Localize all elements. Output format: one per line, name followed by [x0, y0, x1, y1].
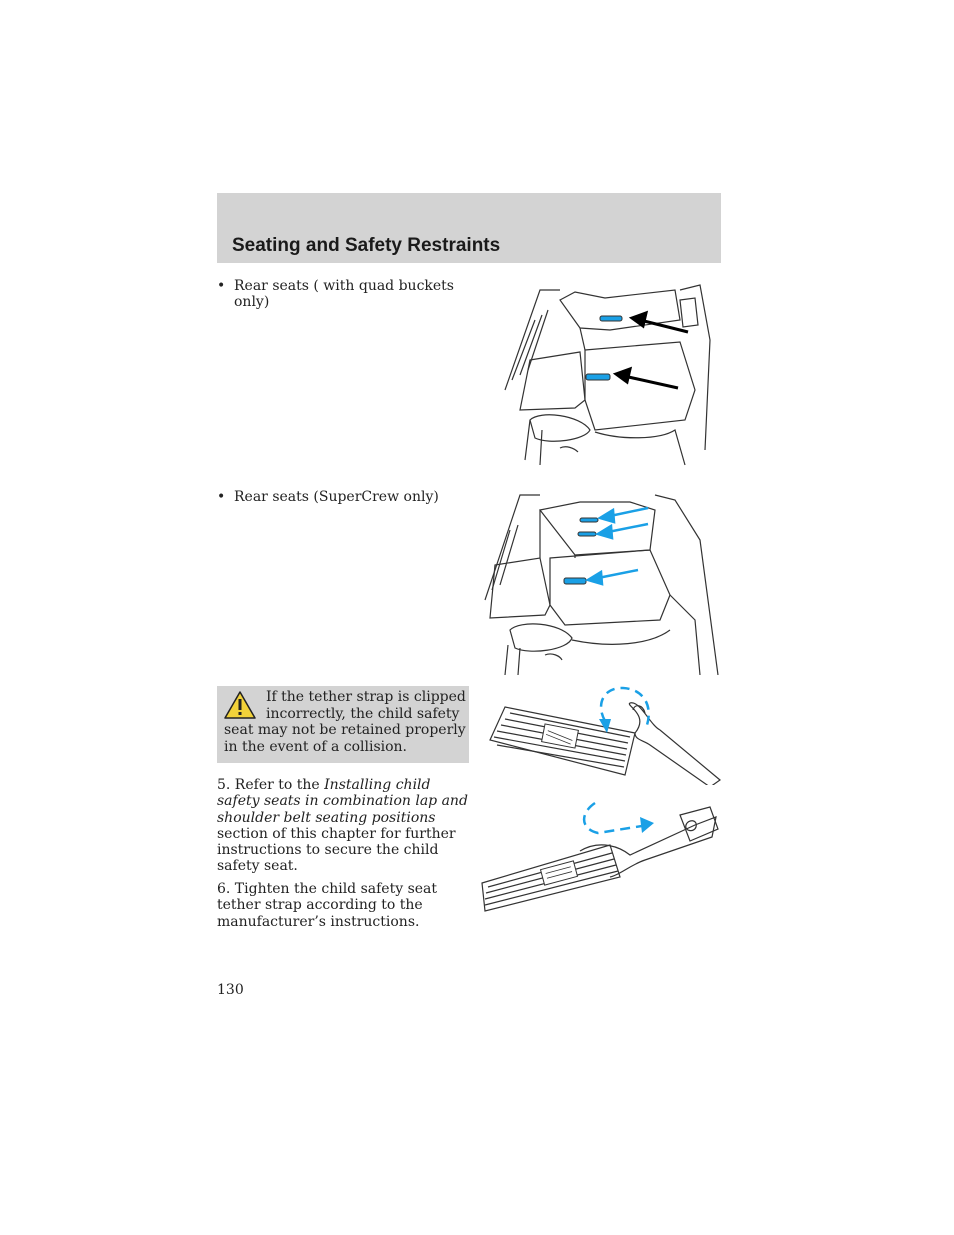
supercrew-seats-illustration: [480, 490, 722, 675]
warning-text-lead: If the tether strap is clipped incorrectly, the child safety: [266, 689, 466, 722]
section-title: Seating and Safety Restraints: [232, 235, 501, 256]
step-5-suffix: section of this chapter for further instructions to secure the child safety seat.: [217, 825, 456, 875]
tether-hook-illustration: [485, 685, 722, 785]
step-5: [217, 777, 472, 875]
bullet-text: Rear seats ( with quad buckets only): [234, 278, 454, 310]
page-number: 130: [217, 982, 244, 998]
bullet-symbol: •: [217, 489, 226, 505]
warning-triangle-icon: [223, 690, 257, 720]
bullet-text: Rear seats (SuperCrew only): [234, 489, 439, 505]
quad-bucket-seats-illustration: [500, 280, 722, 470]
bullet-symbol: •: [217, 278, 226, 294]
tether-strap-loop-illustration: [480, 795, 722, 913]
step-5-reference: Installing child safety seats in combination lap and shoulder belt seating positions: [217, 777, 468, 826]
warning-box: [217, 686, 469, 763]
step-5-prefix: 5. Refer to the: [217, 777, 325, 793]
warning-text-rest: seat may not be retained properly in the event of a collision.: [224, 722, 466, 755]
step-6: 6. Tighten the child safety seat tether strap according to the manufacturer’s instructions.: [217, 881, 438, 930]
section-header: [217, 193, 721, 263]
